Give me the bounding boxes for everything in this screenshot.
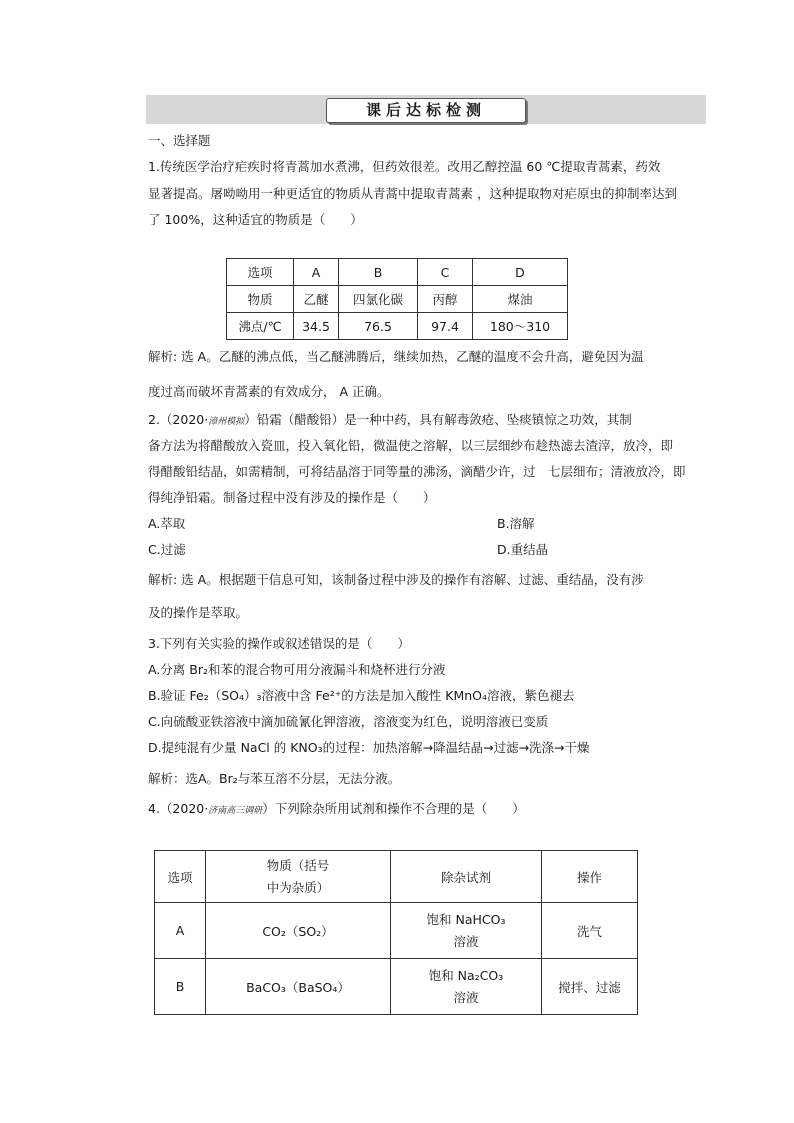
- table-cell: 四氯化碳: [339, 286, 418, 313]
- table-cell: 乙醚: [294, 286, 339, 313]
- table-cell: 洗气: [542, 903, 638, 959]
- q2-option-b: B.溶解: [497, 516, 535, 531]
- reagent-line: 溶液: [453, 933, 479, 949]
- table-row: [155, 959, 638, 1015]
- q1-analysis-1: 解析: 选 A。乙醚的沸点低，当乙醚沸腾后，继续加热，乙醚的温度不会升高，避免因为温: [148, 349, 644, 364]
- q4-number: 4.（2020·: [148, 801, 209, 816]
- q1-line-3: 了 100%，这种适宜的物质是（ ）: [148, 212, 363, 227]
- table-cell: 97.4: [418, 313, 473, 340]
- q1-line-2: 显著提高。屠呦呦用一种更适宜的物质从青蒿中提取青蒿素 ，这种提取物对疟原虫的抑制率达到: [148, 186, 677, 201]
- reagent-line: 饱和 Na₂CO₃: [428, 967, 504, 983]
- q4-stem-text: ）下列除杂所用试剂和操作不合理的是（ ）: [262, 801, 525, 816]
- table-row: [227, 313, 568, 340]
- q2-analysis-2: 及的操作是萃取。: [148, 605, 249, 620]
- q2-option-d: D.重结晶: [497, 542, 549, 557]
- q3-option-b: B.验证 Fe₂（SO₄）₃溶液中含 Fe²⁺的方法是加入酸性 KMnO₄溶液，紫色褪去: [148, 688, 575, 703]
- page-title: 课后达标检测: [326, 98, 526, 123]
- table-cell: B: [339, 259, 418, 286]
- table-cell: 76.5: [339, 313, 418, 340]
- table-cell: 操作: [542, 851, 638, 903]
- table-cell: D: [473, 259, 568, 286]
- q2-line-2: 备方法为将醋酸放入瓷皿，投入氧化铅，微温使之溶解，以三层细纱布趁热滤去渣滓，放冷，即: [148, 438, 674, 453]
- table-cell: BaCO₃（BaSO₄）: [206, 959, 391, 1015]
- table-cell: 丙醇: [418, 286, 473, 313]
- q4-table: [154, 850, 638, 1015]
- reagent-line: 溶液: [453, 989, 479, 1005]
- q2-line-1: [148, 411, 632, 431]
- q2-line-3: 得醋酸铅结晶，如需精制，可将结晶溶于同等量的沸汤，滴醋少许，过 七层细布；清液放冷，即: [148, 464, 686, 479]
- table-row: [227, 286, 568, 313]
- q1-line-1: 1.传统医学治疗疟疾时将青蒿加水煮沸，但药效很差。改用乙醇控温 60 ℃提取青蒿素，药效: [148, 159, 661, 174]
- table-row: [155, 903, 638, 959]
- table-cell: 选项: [155, 851, 206, 903]
- table-cell: 选项: [227, 259, 294, 286]
- table-cell: [391, 959, 542, 1015]
- q2-analysis-1: 解析: 选 A。根据题干信息可知，该制备过程中涉及的操作有溶解、过滤、重结晶，没有涉: [148, 572, 644, 587]
- q3-option-a: A.分离 Br₂和苯的混合物可用分液漏斗和烧杯进行分液: [148, 662, 446, 677]
- header-line: 中为杂质）: [266, 879, 330, 895]
- table-cell: B: [155, 959, 206, 1015]
- table-cell: [206, 851, 391, 903]
- table-cell: 沸点/℃: [227, 313, 294, 340]
- table-cell: C: [418, 259, 473, 286]
- table-cell: [391, 903, 542, 959]
- table-cell: CO₂（SO₂）: [206, 903, 391, 959]
- q2-option-a: A.萃取: [148, 516, 186, 531]
- table-cell: A: [155, 903, 206, 959]
- q1-analysis-2: 度过高而破坏青蒿素的有效成分， A 正确。: [148, 384, 390, 399]
- q2-source: 漳州模拟: [208, 417, 245, 427]
- table-row: [155, 851, 638, 903]
- q3-option-d: D.提纯混有少量 NaCl 的 KNO₃的过程：加热溶解→降温结晶→过滤→洗涤→干燥: [148, 740, 590, 755]
- q3-stem: 3.下列有关实验的操作或叙述错误的是（ ）: [148, 636, 410, 651]
- table-cell: A: [294, 259, 339, 286]
- q2-number: 2.（2020·: [148, 412, 209, 427]
- section-title: 一、选择题: [148, 133, 211, 148]
- table-cell: 34.5: [294, 313, 339, 340]
- q1-table: [226, 258, 568, 340]
- q2-option-c: C.过滤: [148, 542, 186, 557]
- q3-option-c: C.向硫酸亚铁溶液中滴加硫氰化钾溶液，溶液变为红色，说明溶液已变质: [148, 714, 549, 729]
- table-cell: 煤油: [473, 286, 568, 313]
- header-line: 物质（括号: [266, 857, 330, 873]
- q4-source: 济南高三调研: [208, 806, 263, 816]
- q4-stem: [148, 800, 525, 820]
- table-cell: 物质: [227, 286, 294, 313]
- table-row: [227, 259, 568, 286]
- table-cell: 除杂试剂: [391, 851, 542, 903]
- q2-line-4: 得纯净铅霜。制备过程中没有涉及的操作是（ ）: [148, 490, 436, 505]
- table-cell: 180～310: [473, 313, 568, 340]
- reagent-line: 饱和 NaHCO₃: [426, 911, 506, 927]
- table-cell: 搅拌、过滤: [542, 959, 638, 1015]
- q3-analysis: 解析：选A。Br₂与苯互溶不分层，无法分液。: [148, 771, 401, 786]
- q2-line-1-text: ）铅霜（醋酸铅）是一种中药，具有解毒敛疮、坠痰镇惊之功效，其制: [244, 412, 632, 427]
